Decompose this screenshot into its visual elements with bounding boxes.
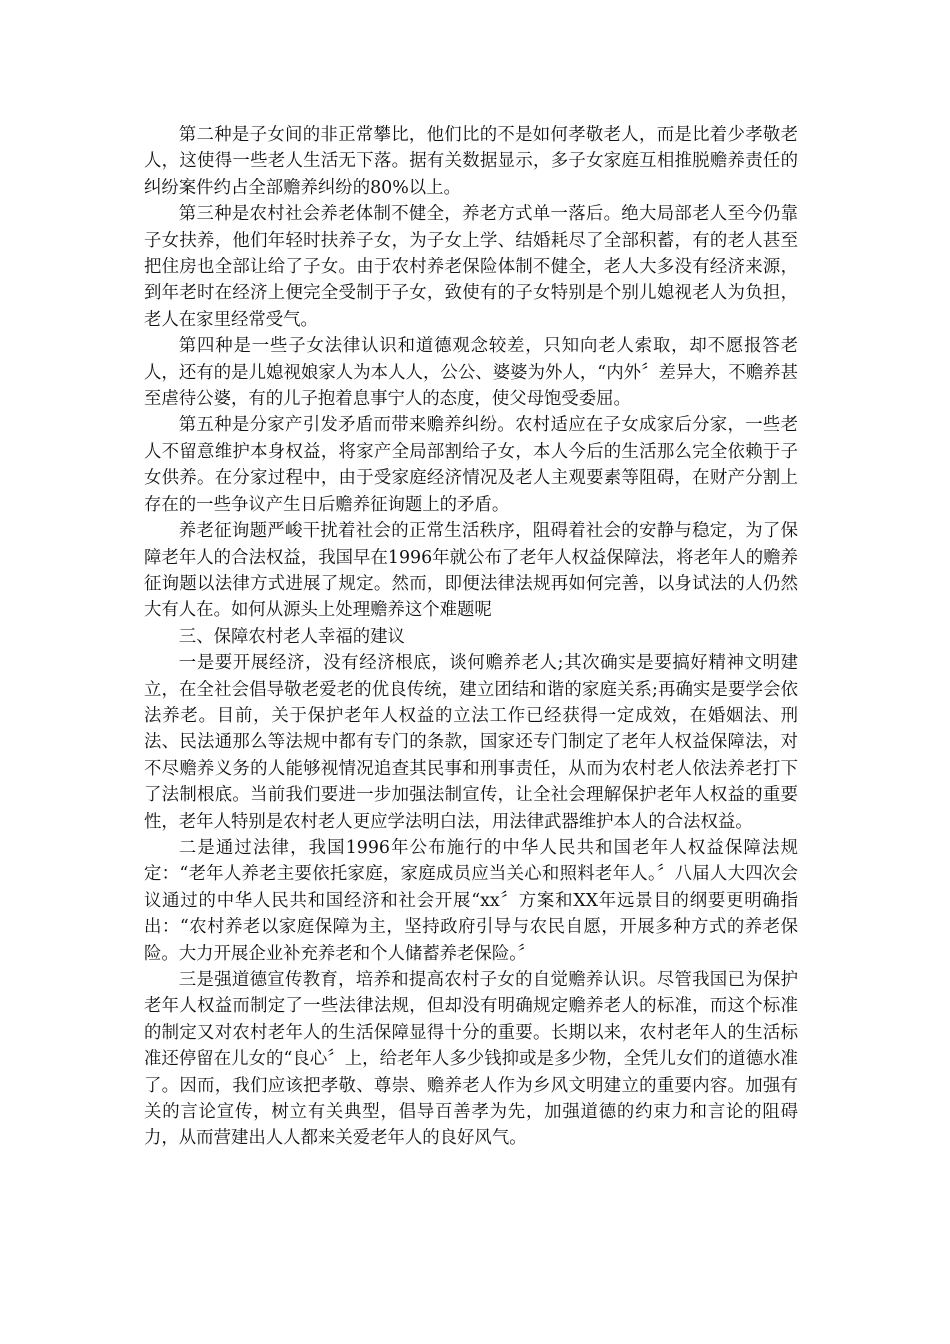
paragraph-suggestion-three: 三是强道德宣传教育，培养和提高农村子女的自觉赡养认识。尽管我国已为保护老年人权益而制定了一些法律法规，但却没有明确规定赡养老人的标准，而这个标准的制定又对农村老年人的生活保障显得十分的重要。长期以来，农村老年人的生活标准还停留在儿女的“良心〞上，给老年人多少钱抑或是多少物，全凭儿女们的道德水准了。因而，我们应该把孝敬、尊崇、赡养老人作为乡风文明建立的重要内容。加强有关的言论宣传，树立有关典型，倡导百善孝为先，加强道德的约束力和言论的阻碍力，从而营建出人人都来关爱老年人的良好风气。 — [144, 970, 798, 1149]
paragraph-suggestion-one: 一是要开展经济，没有经济根底，谈何赡养老人;其次确实是要搞好精神文明建立，在全社会倡导敬老爱老的优良传统，建立团结和谐的家庭关系;再确实是要学会依法养老。目前，关于保护老年人权益的立法工作已经获得一定成效，在婚姻法、刑法、民法通那么等法规中都有专门的条款，国家还专门制定了老年人权益保障法，对不尽赡养义务的人能够视情况追查其民事和刑事责任，从而为农村老人依法养老打下了法制根底。当前我们要进一步加强法制宣传，让全社会理解保护老年人权益的重要性，老年人特别是农村老人更应学法明白法，用法律武器维护本人的合法权益。 — [144, 653, 798, 832]
paragraph-elderly-care-issue: 养老征询题严峻干扰着社会的正常生活秩序，阻碍着社会的安静与稳定，为了保障老年人的合法权益，我国早在1996年就公布了老年人权益保障法，将老年人的赡养征询题以法律方式进展了规定。然而，即便法律法规再如何完善，以身试法的人仍然大有人在。如何从源头上处理赡养这个难题呢 — [144, 521, 798, 621]
document-body — [144, 122, 798, 1152]
paragraph-second-type: 第二种是子女间的非正常攀比，他们比的不是如何孝敬老人，而是比着少孝敬老人，这使得一些老人生活无下落。据有关数据显示，多子女家庭互相推脱赡养责任的纠纷案件约占全部赡养纠纷的80%以上。 — [144, 125, 798, 198]
section-heading-suggestions: 三、保障农村老人幸福的建议 — [178, 626, 405, 647]
paragraph-fifth-type: 第五种是分家产引发矛盾而带来赡养纠纷。农村适应在子女成家后分家，一些老人不留意维护本身权益，将家产全局部割给子女，本人今后的生活那么完全依赖于子女供养。在分家过程中，由于受家庭经济情况及老人主观要素等阻碍，在财产分割上存在的一些争议产生日后赡养征询题上的矛盾。 — [144, 415, 798, 515]
paragraph-fourth-type: 第四种是一些子女法律认识和道德观念较差，只知向老人索取，却不愿报答老人，还有的是儿媳视娘家人为本人人，公公、婆婆为外人，“内外〞差异大，不赡养甚至虐待公婆，有的儿子抱着息事宁人的态度，使父母饱受委屈。 — [144, 336, 798, 410]
paragraph-third-type: 第三种是农村社会养老体制不健全，养老方式单一落后。绝大局部老人至今仍靠子女扶养，他们年轻时扶养子女，为子女上学、结婚耗尽了全部积蓄，有的老人甚至把住房也全部让给了子女。由于农村养老保险体制不健全，老人大多没有经济来源，到年老时在经济上便完全受制于子女，致使有的子女特别是个别儿媳视老人为负担，老人在家里经常受气。 — [144, 204, 798, 330]
paragraph-suggestion-two: 二是通过法律，我国1996年公布施行的中华人民共和国老年人权益保障法规定：“老年人养老主要依托家庭，家庭成员应当关心和照料老年人。〞八届人大四次会议通过的中华人民共和国经济和社会开展“xx〞方案和XX年远景目的纲要更明确指出：“农村养老以家庭保障为主，坚持政府引导与农民自愿，开展多种方式的养老保险。大力开展企业补充养老和个人储蓄养老保险。〞 — [144, 837, 798, 964]
